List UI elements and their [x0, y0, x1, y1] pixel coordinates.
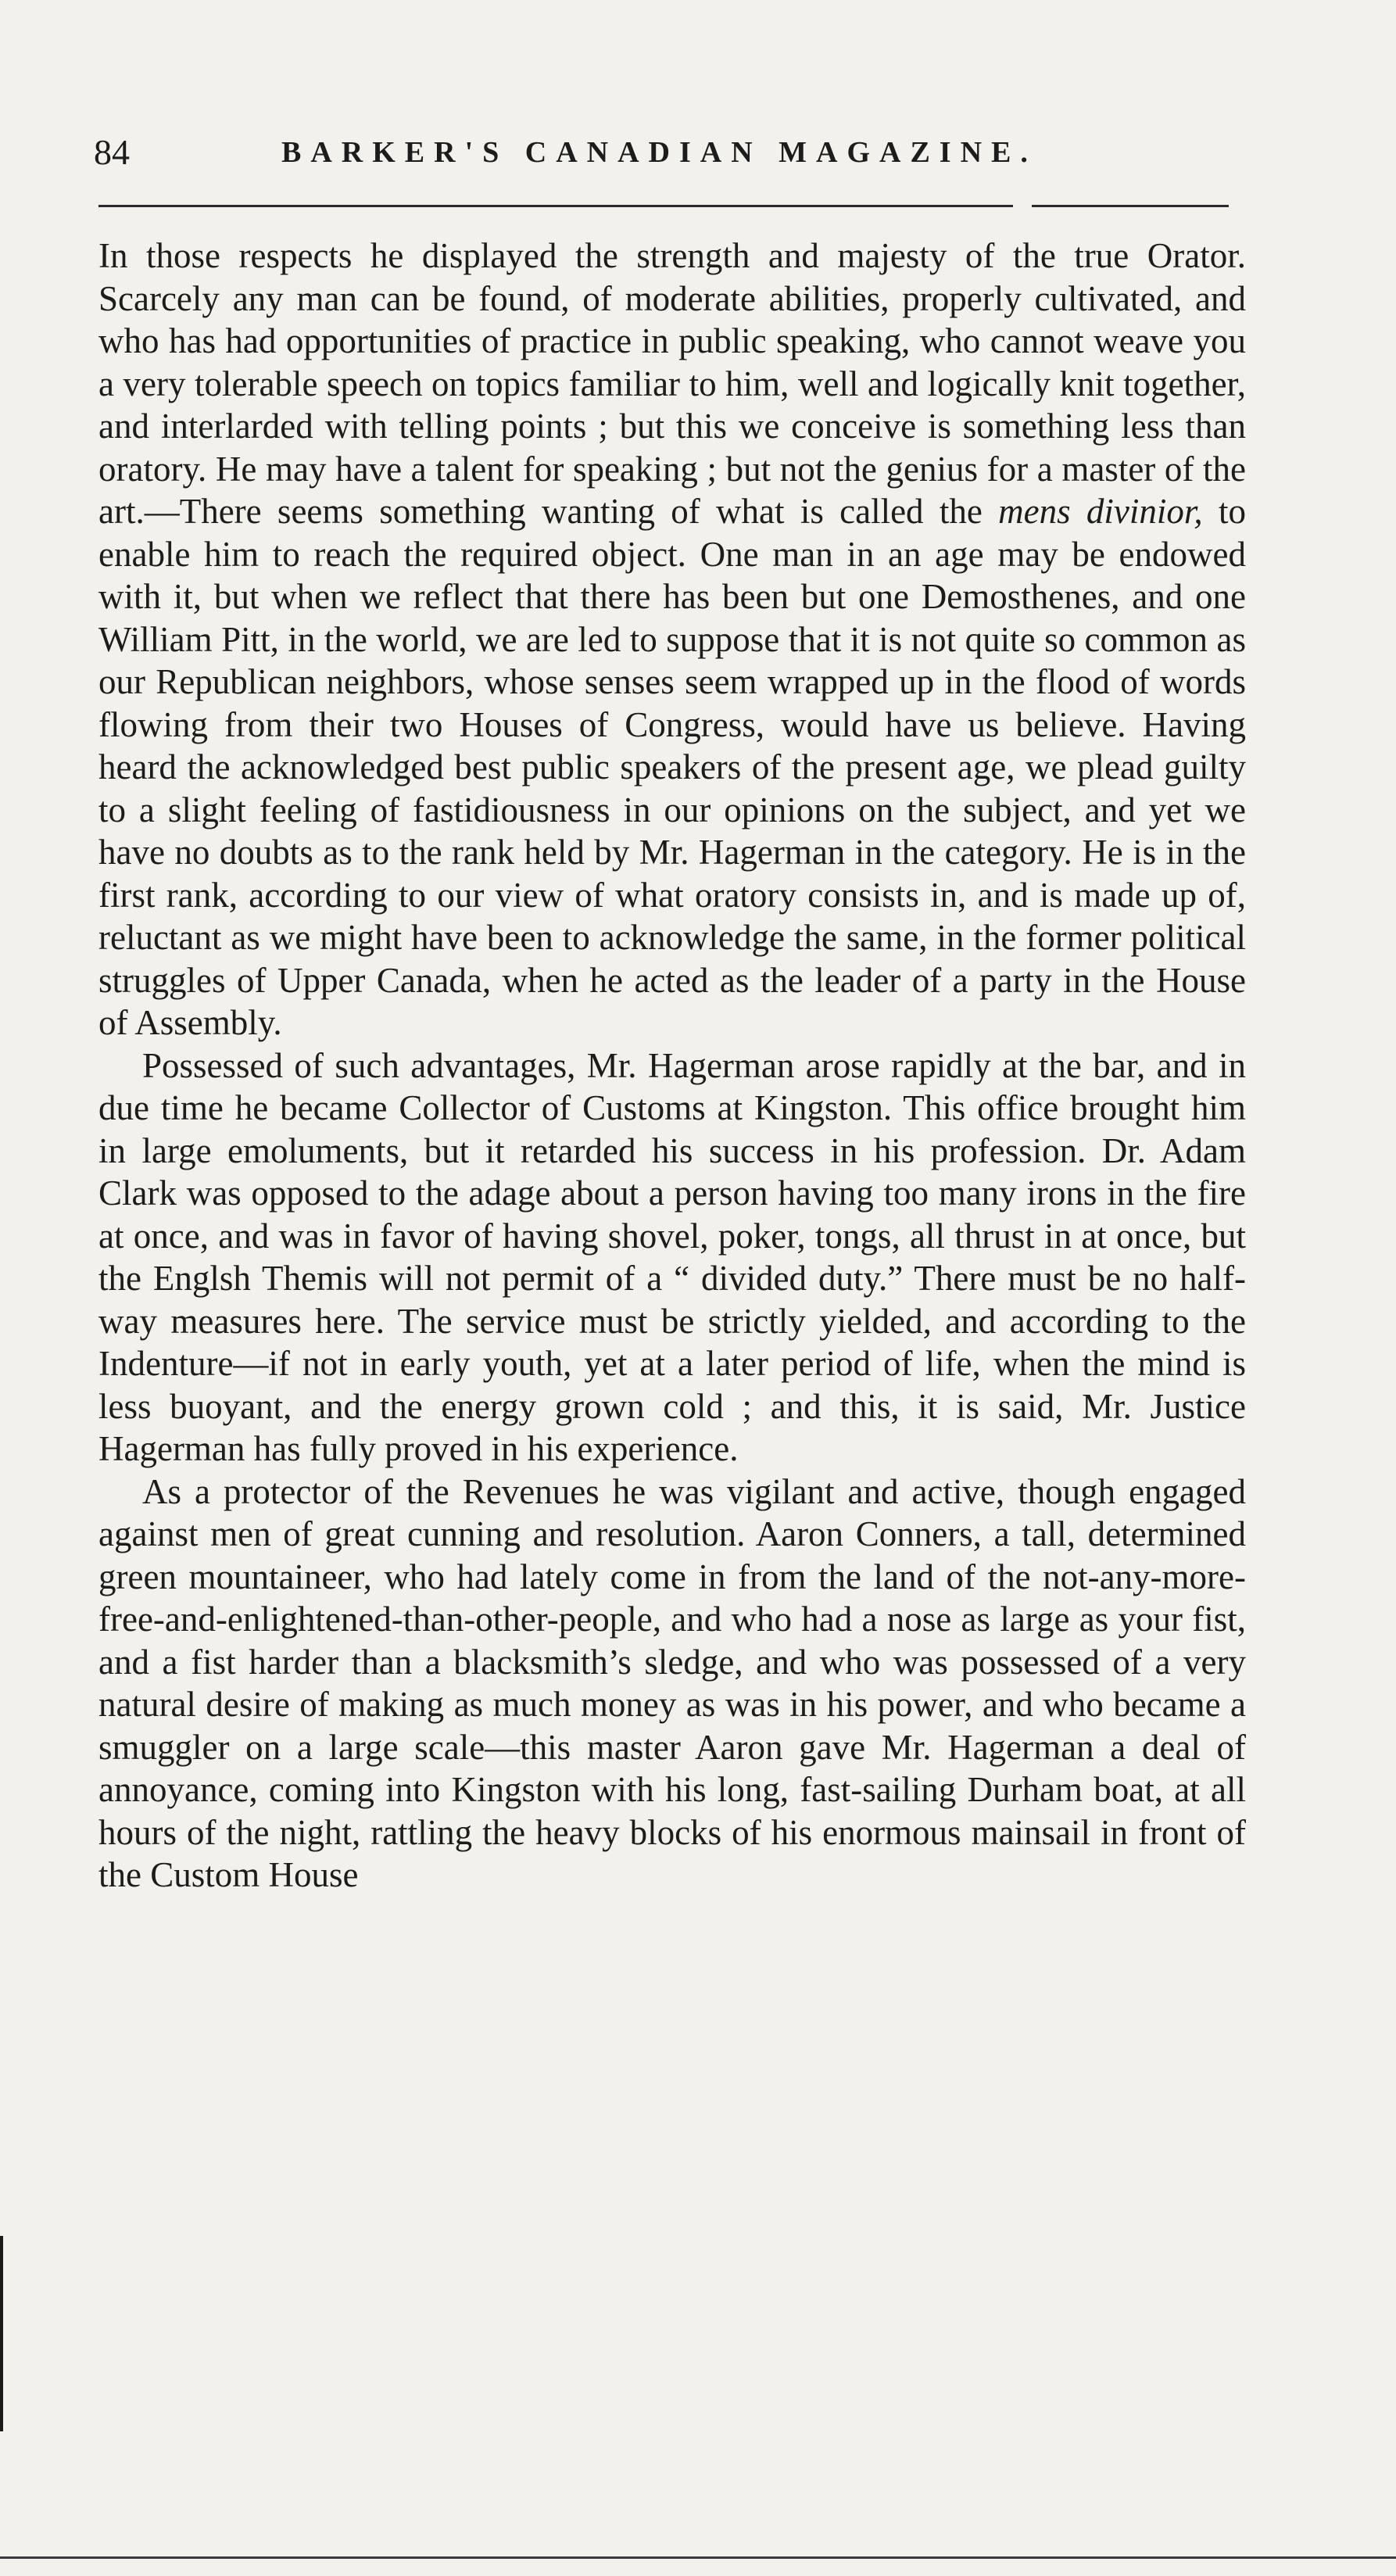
paragraph-1: [98, 235, 1246, 1044]
article-body: [98, 235, 1246, 1897]
scan-bottom-edge: [0, 2556, 1396, 2559]
paragraph-1-text-b: to enable him to reach the required object. One man in an age may be endowed with it, but when we reflect that there has been but one Demosthenes, and one William Pitt, in the world, we are led to suppose that it is not quite so common as our Republican neighbors, whose senses seem wrapped up in the flood of words flowing from their two Houses of Congress, would have us believe. Having heard the acknowledged best public speakers of the present age, we plead guilty to a slight feeling of fastidiousness in our opinions on the subject, and yet we have no doubts as to the rank held by Mr. Hagerman in the category. He is in the first rank, according to our view of what oratory consists in, and is made up of, reluctant as we might have been to acknowledge the same, in the former political struggles of Upper Canada, when he acted as the leader of a party in the House of Assembly.: [98, 492, 1246, 1042]
running-head: [94, 125, 1266, 180]
paragraph-1-text-a: In those respects he displayed the strength and majesty of the true Orator. Scarcely any man can be found, of moderate abilities, properly cultivated, and who has had opportunities of practice in public speaking, who cannot weave you a very tolerable speech on topics familiar to him, well and logically knit together, and interlarded with telling points ; but this we conceive is something less than oratory. He may have a talent for speaking ; but not the genius for a master of the art.—There seems something wanting of what is called the: [98, 236, 1246, 531]
header-rule: [98, 205, 1013, 207]
journal-title: BARKER'S CANADIAN MAGAZINE.: [281, 136, 1037, 169]
paragraph-2: Possessed of such advantages, Mr. Hagerman arose rapidly at the bar, and in due time he became Collector of Customs at Kingston. This office brought him in large emoluments, but it retarded his success in his profession. Dr. Adam Clark was opposed to the adage about a person having too many irons in the fire at once, and was in favor of having shovel, poker, tongs, all thrust in at once, but the Englsh Themis will not permit of a “ divided duty.” There must be no half-way measures here. The service must be strictly yielded, and according to the Indenture—if not in early youth, yet at a later period of life, when the mind is less buoyant, and the energy grown cold ; and this, it is said, Mr. Justice Hagerman has fully proved in his experience.: [98, 1045, 1246, 1468]
scan-margin-bar: [0, 2236, 3, 2431]
page-number: 84: [94, 132, 130, 172]
header-rule-short: [1032, 205, 1229, 207]
paragraph-3: As a protector of the Revenues he was vigilant and active, though engaged against men of great cunning and resolution. Aaron Conners, a tall, determined green mountaineer, who had lately come in from the land of the not-any-more-free-and-enlightened-than-other-people, and who had a nose as large as your fist, and a fist harder than a blacksmith’s sledge, and who was possessed of a very natural desire of making as much money as was in his power, and who became a smuggler on a large scale—this master Aaron gave Mr. Hagerman a deal of annoyance, coming into Kingston with his long, fast-sailing Durham boat, at all hours of the night, rattling the heavy blocks of his enormous mainsail in front of the Custom House: [98, 1471, 1246, 1894]
latin-phrase: mens divinior,: [998, 492, 1203, 531]
